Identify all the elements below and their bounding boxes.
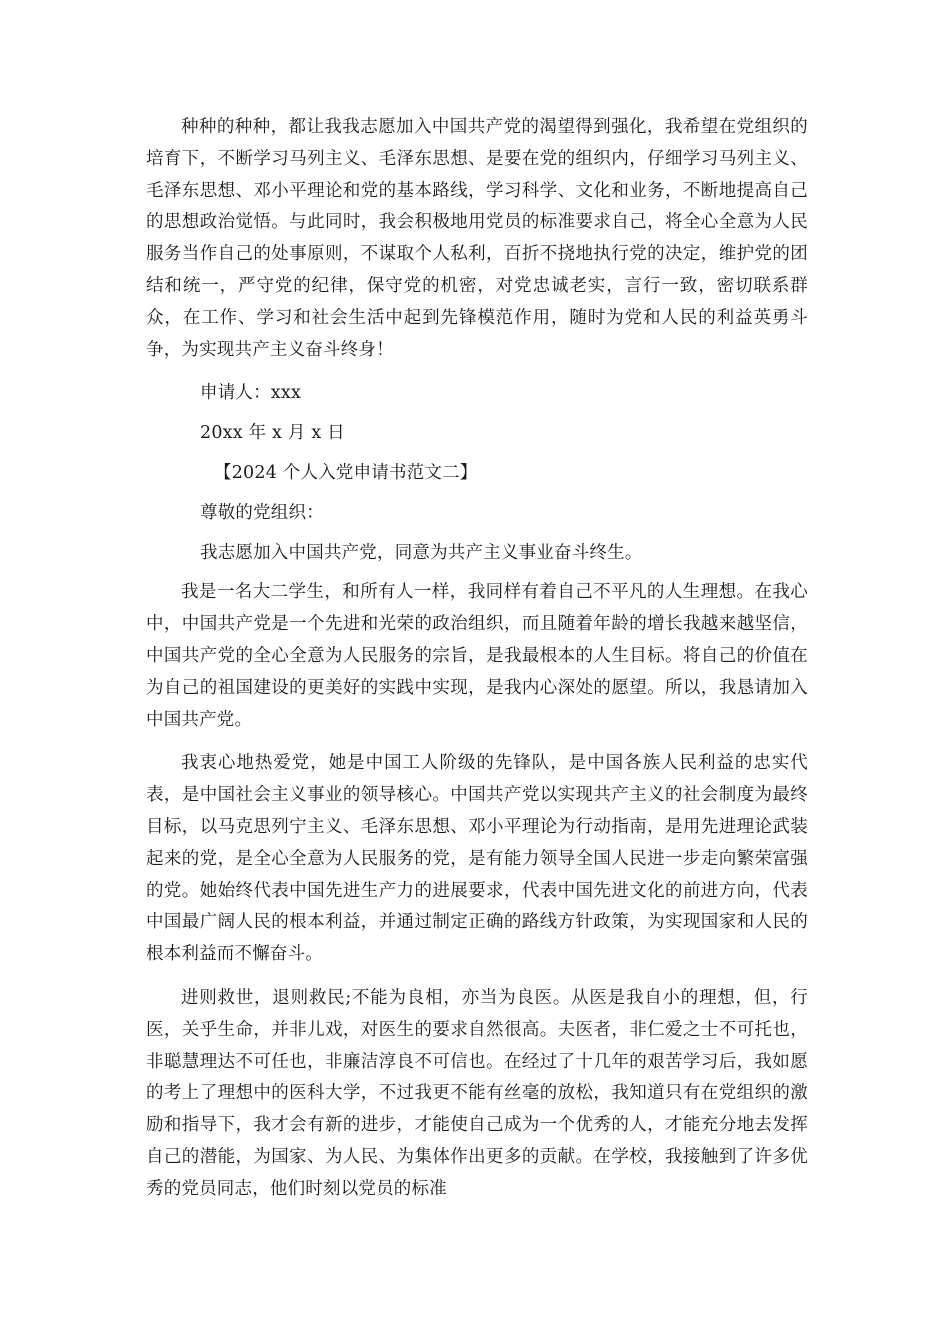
document-body	[146, 112, 808, 1206]
section-title: 【2024 个人入党申请书范文二】	[214, 462, 478, 483]
paragraph-medicine: 进则救世，退则救民;不能为良相，亦当为良医。从医是我自小的理想，但，行医，关乎生命，并非儿戏，对医生的要求自然很高。夫医者，非仁爱之士不可托也，非聪慧理达不可任也，非廉洁淳良不可信也。在经过了十几年的艰苦学习后，我如愿的考上了理想中的医科大学，不过我更不能有丝毫的放松，我知道只有在党组织的激励和指导下，我才会有新的进步，才能使自己成为一个优秀的人，才能充分地去发挥自己的潜能，为国家、为人民、为集体作出更多的贡献。在学校，我接触到了许多优秀的党员同志，他们时刻以党员的标准	[146, 987, 808, 1199]
application-date: 20xx 年 x 月 x 日	[200, 423, 345, 444]
paragraph-party-love: 我衷心地热爱党，她是中国工人阶级的先锋队，是中国各族人民利益的忠实代表，是中国社会主义事业的领导核心。中国共产党以实现共产主义的社会制度为最终目标，以马克思列宁主义、毛泽东思想、邓小平理论为行动指南，是用先进理论武装起来的党，是全心全意为人民服务的党，是有能力领导全国人民进一步走向繁荣富强的党。她始终代表中国先进生产力的进展要求，代表中国先进文化的前进方向，代表中国最广阔人民的根本利益，并通过制定正确的路线方针政策，为实现国家和人民的根本利益而不懈奋斗。	[146, 753, 808, 965]
applicant-signature: 申请人：xxx	[200, 383, 302, 404]
salutation: 尊敬的党组织：	[200, 502, 324, 523]
paragraph-ideal: 我是一名大二学生，和所有人一样，我同样有着自己不平凡的人生理想。在我心中，中国共产党是一个先进和光荣的政治组织，而且随着年龄的增长我越来越坚信，中国共产党的全心全意为人民服务的宗旨，是我最根本的人生目标。将自己的价值在为自己的祖国建设的更美好的实践中实现，是我内心深处的愿望。所以，我恳请加入中国共产党。	[146, 582, 808, 730]
opening-statement: 我志愿加入中国共产党，同意为共产主义事业奋斗终生。	[200, 542, 643, 563]
paragraph-resolve: 种种的种种，都让我我志愿加入中国共产党的渴望得到强化，我希望在党组织的培育下，不断学习马列主义、毛泽东思想、是要在党的组织内，仔细学习马列主义、毛泽东思想、邓小平理论和党的基本路线，学习科学、文化和业务，不断地提高自己的思想政治觉悟。与此同时，我会积极地用党员的标准要求自己，将全心全意为人民服务当作自己的处事原则，不谋取个人私利，百折不挠地执行党的决定，维护党的团结和统一，严守党的纪律，保守党的机密，对党忠诚老实，言行一致，密切联系群众，在工作、学习和社会生活中起到先锋模范作用，随时为党和人民的利益英勇斗争，为实现共产主义奋斗终身！	[146, 117, 808, 360]
